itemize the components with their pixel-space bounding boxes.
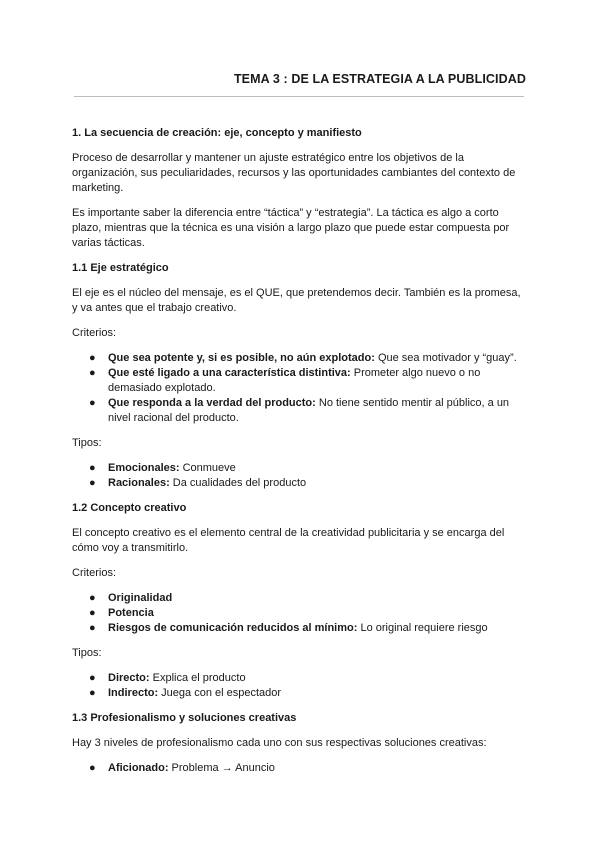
section-1-2-paragraph: El concepto creativo es el elemento central de la creatividad publicitaria y se encarga del cómo voy a transmitirlo. — [72, 527, 505, 554]
section-1-1-tipos-label: Tipos: — [72, 437, 102, 449]
list-item: ● Riesgos de comunicación reducidos al mínimo: Lo original requiere riesgo — [89, 622, 488, 634]
bullet-icon: ● — [89, 672, 96, 684]
list-item: ● Originalidad — [89, 592, 173, 604]
bullet-icon: ● — [89, 477, 96, 489]
header-divider — [74, 96, 524, 97]
section-1-1-criterios-label: Criterios: — [72, 327, 117, 339]
bullet-icon: ● — [89, 687, 96, 699]
bullet-icon: ● — [89, 592, 96, 604]
bullet-icon: ● — [89, 397, 96, 409]
section-1-3-niveles-list — [72, 761, 528, 776]
bullet-icon: ● — [89, 352, 96, 364]
section-1-1-paragraph: El eje es el núcleo del mensaje, es el QUE, que pretendemos decir. También es la promesa, y va antes que el trabajo creativo. — [72, 287, 521, 314]
section-1-paragraph-2: Es importante saber la diferencia entre “táctica” y “estrategia”. La táctica es algo a corto plazo, mientras que la técnica es una visión a largo plazo que puede estar compuesta por varias tácticas. — [72, 207, 510, 249]
bullet-icon: ● — [89, 607, 96, 619]
list-item: ● Que sea potente y, si es posible, no aún explotado: Que sea motivador y “guay”. — [89, 352, 517, 364]
section-1-paragraph-1: Proceso de desarrollar y mantener un ajuste estratégico entre los objetivos de la organización, sus peculiaridades, recursos y las oportunidades cambiantes del contexto de marketing. — [72, 152, 516, 194]
section-1-3-paragraph: Hay 3 niveles de profesionalismo cada uno con sus respectivas soluciones creativas: — [72, 737, 487, 749]
section-1-heading: 1. La secuencia de creación: eje, concepto y manifiesto — [72, 127, 362, 139]
bullet-icon: ● — [89, 367, 96, 379]
bullet-icon: ● — [89, 622, 96, 634]
section-1-1-heading: 1.1 Eje estratégico — [72, 262, 169, 274]
section-1-1-criterios-list — [72, 351, 528, 426]
section-1-2-tipos-list — [72, 671, 528, 701]
bullet-icon: ● — [89, 462, 96, 474]
list-item: ● Potencia — [89, 607, 154, 619]
list-item: ● Aficionado: Problema → Anuncio — [89, 762, 275, 774]
section-1-2-criterios-list — [72, 591, 528, 636]
bullet-icon: ● — [89, 762, 96, 774]
list-item: ● Racionales: Da cualidades del producto — [89, 477, 307, 489]
section-1-2-criterios-label: Criterios: — [72, 567, 117, 579]
list-item: ● Que responda a la verdad del producto: No tiene sentido mentir al público, a un nivel racional del producto. — [89, 397, 510, 424]
section-1-2-tipos-label: Tipos: — [72, 647, 102, 659]
list-item: ● Que esté ligado a una característica distintiva: Prometer algo nuevo o no demasiado explotado. — [89, 367, 481, 394]
list-item: ● Emocionales: Conmueve — [89, 462, 236, 474]
section-1-2-heading: 1.2 Concepto creativo — [72, 502, 187, 514]
section-1-3-heading: 1.3 Profesionalismo y soluciones creativas — [72, 712, 297, 724]
page-header-title: TEMA 3 : DE LA ESTRATEGIA A LA PUBLICIDAD — [233, 72, 526, 86]
section-1-1-tipos-list — [72, 461, 528, 491]
list-item: ● Indirecto: Juega con el espectador — [89, 687, 282, 699]
list-item: ● Directo: Explica el producto — [89, 672, 246, 684]
document-body — [72, 126, 528, 786]
